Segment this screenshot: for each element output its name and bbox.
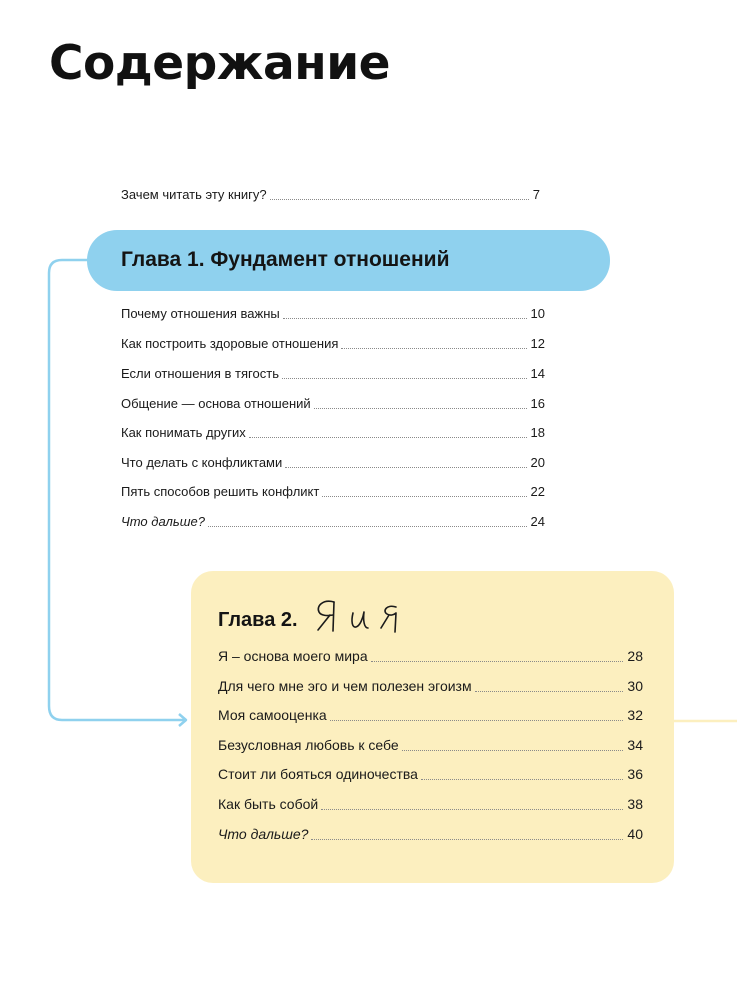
dot-leader [322,496,526,497]
toc-page-number: 38 [627,796,643,812]
toc-page-number: 32 [627,707,643,723]
dot-leader [330,720,624,721]
chapter-2-handwritten-title [315,593,403,635]
dot-leader [402,750,624,751]
toc-entry-label: Зачем читать эту книгу? [121,187,267,202]
toc-entry[interactable] [218,826,643,843]
toc-page-number: 10 [530,306,545,321]
toc-entry[interactable] [218,707,643,724]
toc-entry-label: Пять способов решить конфликт [121,484,320,499]
dot-leader [421,779,623,780]
dot-leader [270,199,529,200]
chapter-2-title[interactable]: Глава 2. [218,609,298,631]
toc-entry[interactable] [218,737,643,754]
toc-page-number: 28 [627,648,643,664]
toc-page-number: 36 [627,766,643,782]
toc-entry-intro[interactable] [121,187,540,203]
dot-leader [285,467,526,468]
toc-entry-label: Если отношения в тягость [121,366,279,381]
toc-entry-label: Безусловная любовь к себе [218,737,399,753]
dot-leader [249,437,527,438]
toc-entry-label: Моя самооценка [218,707,327,723]
toc-entry-label: Общение — основа отношений [121,396,311,411]
toc-page-number: 16 [530,396,545,411]
toc-entry-label: Что делать с конфликтами [121,455,283,470]
chapter-1-header[interactable] [87,230,610,291]
toc-page-number: 34 [627,737,643,753]
toc-entry-label: Для чего мне эго и чем полезен эгоизм [218,678,472,694]
chapter-1-title: Глава 1. Фундамент отношений [121,248,450,271]
toc-entry-label: Что дальше? [218,826,309,842]
dot-leader [282,378,527,379]
toc-entry[interactable] [218,648,643,665]
toc-entry[interactable] [121,396,545,412]
toc-entry-label: Почему отношения важны [121,306,280,321]
toc-page-number: 20 [530,455,545,470]
toc-page-number: 14 [530,366,545,381]
toc-entry[interactable] [218,766,643,783]
toc-entry[interactable] [218,678,643,695]
toc-page-number: 40 [627,826,643,842]
toc-entry[interactable] [121,484,545,500]
toc-entry-label: Я – основа моего мира [218,648,368,664]
toc-entry[interactable] [121,455,545,471]
page-title: Содержание [49,36,391,91]
toc-entry[interactable] [121,306,545,322]
toc-page-number: 12 [530,336,545,351]
toc-entry-label: Стоит ли бояться одиночества [218,766,418,782]
dot-leader [371,661,624,662]
toc-page-number: 7 [532,187,540,202]
chapter-2-panel [191,571,674,883]
toc-entry[interactable] [218,796,643,813]
toc-entry[interactable] [121,425,545,441]
dot-leader [314,408,527,409]
dot-leader [341,348,526,349]
toc-entry-label: Что дальше? [121,514,205,529]
dot-leader [321,809,623,810]
toc-entry-label: Как понимать других [121,425,246,440]
toc-page-number: 22 [530,484,545,499]
toc-page-number: 18 [530,425,545,440]
toc-page-number: 24 [530,514,545,529]
toc-entry[interactable] [121,366,545,382]
dot-leader [311,839,623,840]
toc-entry[interactable] [121,336,545,352]
toc-entry[interactable] [121,514,545,530]
toc-entry-label: Как построить здоровые отношения [121,336,339,351]
toc-entry-label: Как быть собой [218,796,319,812]
dot-leader [208,526,527,527]
dot-leader [475,691,624,692]
dot-leader [283,318,527,319]
toc-page-number: 30 [627,678,643,694]
